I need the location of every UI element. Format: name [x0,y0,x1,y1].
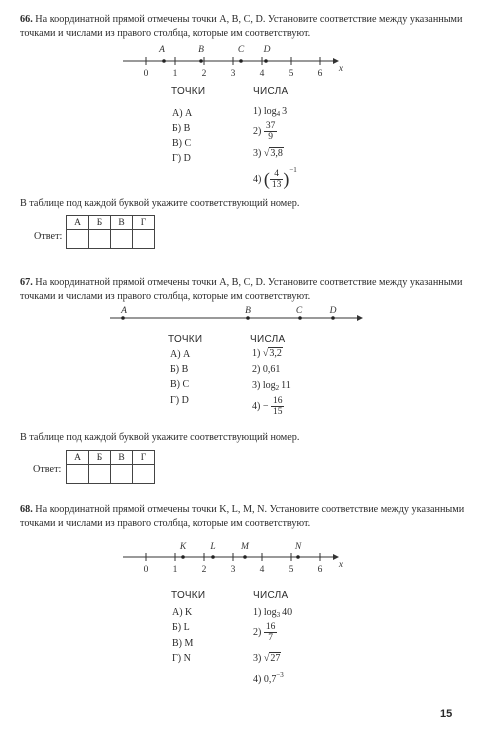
problem-67-statement: На координатной прямой отмечены точки A, B, C, D. Установите соответствие между указанными точками и числами из правого столбца, которые им соответствуют. [20,277,463,302]
problem-68-statement: На координатной прямой отмечены точки K, L, M, N. Установите соответствие между указанными точками и числами из правого столбца, которые им соответствуют. [20,504,465,529]
number-row-1-68: 1) $\log_3 40$ [253,607,293,619]
number-row-4-68: 4) $0,7^{-3}$ [253,671,284,685]
answer-header-c: В [111,216,133,230]
point-row-a-66: А) A [172,108,193,119]
point-n-label: N [294,542,302,552]
tick-label: 3 [230,69,236,79]
answer-label-67: Ответ: [33,464,62,475]
number-row-2-66: 2) $\frac{37}{9}$ [253,121,276,142]
point-row-d-67: Г) D [170,395,189,406]
tick-label: 2 [201,69,207,79]
tick-label: 6 [317,69,323,79]
point-row-a-68: А) K [172,607,193,618]
point-b-label: B [198,45,204,55]
tick-label: 5 [288,69,294,79]
tick-label: 3 [230,565,236,575]
point-row-c-67: В) C [170,379,190,390]
point-d-label: D [263,45,271,55]
point-n-dot [296,555,300,559]
point-k-label: K [179,542,187,552]
axis-variable: x [338,560,344,570]
tick-label: 6 [317,565,323,575]
point-row-b-67: Б) B [170,364,189,375]
number-row-1-66: 1) $\log_4 3$ [253,106,288,118]
number-row-3-68: 3) √27 [253,653,281,664]
point-row-d-68: Г) N [172,653,191,664]
answer-header-b: Б [89,451,111,465]
answer-header-d: Г [133,451,155,465]
col-header-numbers-68: ЧИСЛА [253,590,289,601]
point-a-label: A [159,45,165,55]
point-a-label: A [121,306,127,316]
answer-header-a: А [67,216,89,230]
point-c-label: C [237,45,245,55]
tick-label: 1 [172,565,178,575]
answer-label-66: Ответ: [34,231,63,242]
col-header-points-66: ТОЧКИ [171,86,206,97]
col-header-numbers-66: ЧИСЛА [253,86,289,97]
point-row-c-68: В) M [172,638,194,649]
col-header-points-68: ТОЧКИ [171,590,206,601]
point-l-dot [211,555,215,559]
point-row-b-66: Б) B [172,123,191,134]
point-row-c-66: В) C [172,138,192,149]
point-c-label: C [295,306,303,316]
instruction-66: В таблице под каждой буквой укажите соответствующий номер. [20,198,300,209]
tick-label: 0 [143,565,149,575]
point-row-a-67: А) A [170,349,191,360]
point-m-label: M [241,542,249,552]
number-row-4-66: 4) ( $\frac{4}{13}$ )$^{-1}$ [253,166,297,191]
problem-66-statement: На координатной прямой отмечены точки A, B, C, D. Установите соответствие между указанными точками и числами из правого столбца, которые им соответствуют. [20,14,463,39]
page-number: 15 [440,708,453,720]
number-row-3-66: 3) √3,8 [253,148,283,159]
point-row-d-66: Г) D [172,153,191,164]
tick-label: 4 [259,69,265,79]
point-row-b-68: Б) L [172,622,190,633]
problem-68-number: 68. [20,504,33,515]
number-row-3-67: 3) $\log_2 11$ [252,380,291,392]
number-row-4-67: 4) − $\frac{16}{15}$ [252,396,283,417]
number-row-2-67: 2) 0,61 [252,364,281,375]
answer-header-b: Б [89,216,111,230]
problem-66-number: 66. [20,14,33,25]
answer-header-d: Г [133,216,155,230]
point-l-label: L [210,542,216,552]
instruction-67: В таблице под каждой буквой укажите соответствующий номер. [20,432,300,443]
point-k-dot [181,555,185,559]
tick-label: 1 [172,69,178,79]
axis-variable: x [338,64,344,74]
tick-label: 0 [143,69,149,79]
answer-header-c: В [111,451,133,465]
answer-header-a: А [67,451,89,465]
number-row-1-67: 1) √3,2 [252,348,282,359]
problem-67-number: 67. [20,277,33,288]
point-m-dot [243,555,247,559]
number-row-2-68: 2) $\frac{16}{7}$ [253,622,276,643]
col-header-numbers-67: ЧИСЛА [250,334,286,345]
tick-label: 2 [201,565,207,575]
tick-label: 5 [288,565,294,575]
col-header-points-67: ТОЧКИ [168,334,203,345]
tick-label: 4 [259,565,265,575]
point-d-label: D [329,306,337,316]
point-b-label: B [245,306,251,316]
